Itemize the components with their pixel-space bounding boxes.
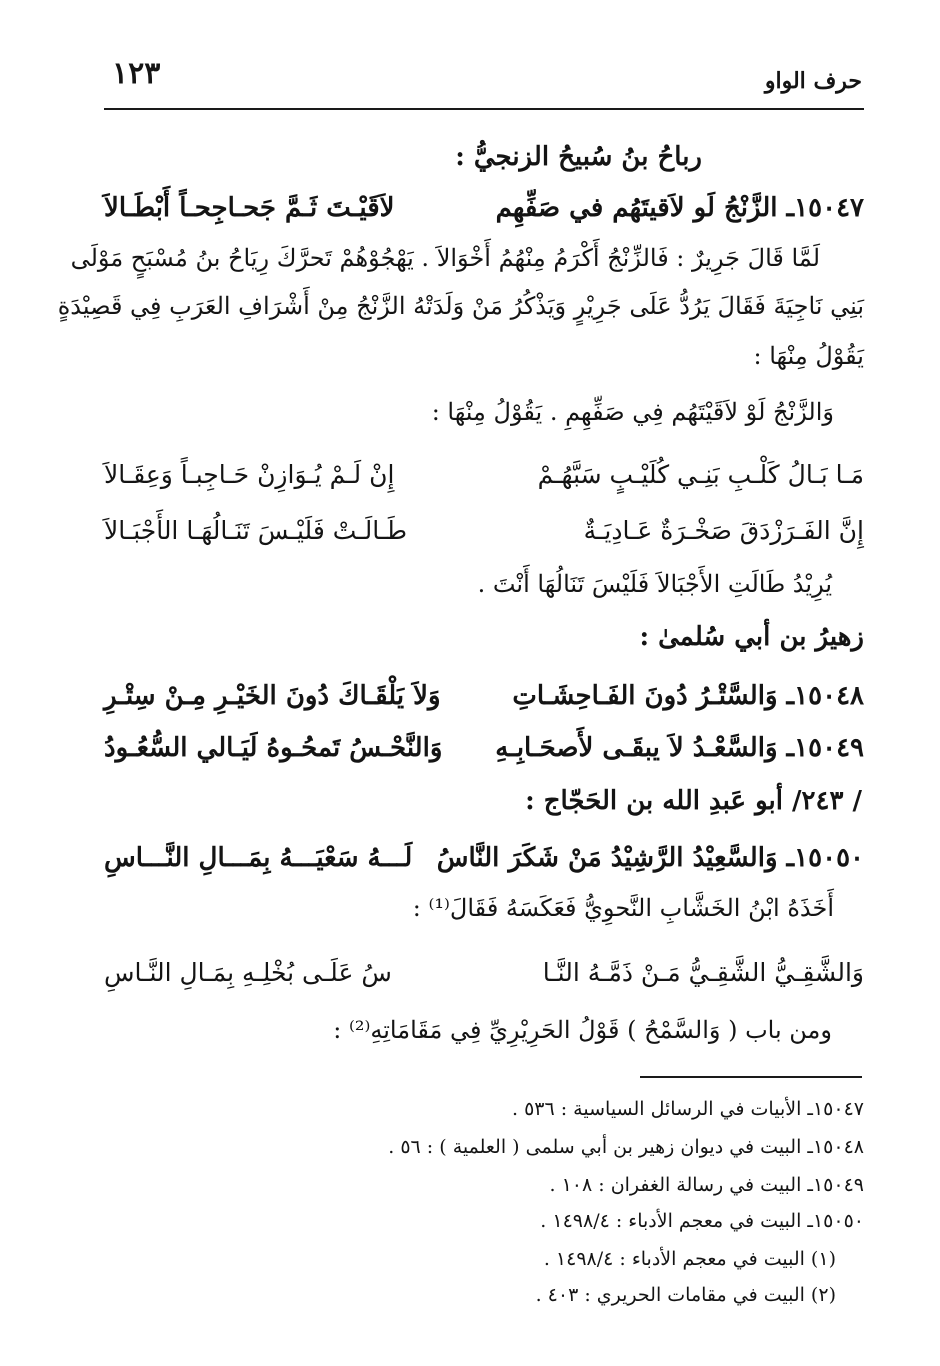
page-number: ١٢٣ bbox=[112, 56, 161, 91]
prose-line-1: لَمَّا قَالَ جَرِيرٌ : فَالزِّنْجُ أَكْرَمُ مِنْهُمُ أَخْوَالاَ . يَهْجُوْهُمْ تَحرَّكَ رِيَاحُ بنُ مُسْبَحٍ مَوْلَى bbox=[70, 244, 820, 272]
verse-15049-second-hemistich: وَالنَّحْـسُ تَمحُـوهُ لَيَـالي السُّعُـودُ bbox=[104, 733, 443, 763]
verse-a-first-hemistich: مَـا بَـالُ كَلْـبِ بَنِـي كُلَيْـبٍ سَبَّهُـمْ bbox=[537, 459, 864, 489]
running-header-title: حرف الواو bbox=[764, 68, 862, 94]
prose-explanation-line: يُرِيْدُ طَالَتِ الأَجْبَالاَ فَلَيْسَ تَنَالُهَا أَنْتَ . bbox=[477, 570, 832, 598]
prose-line-3: يَقُوْلُ مِنْهَا : bbox=[753, 342, 864, 370]
verse-15048-first-hemistich: ١٥٠٤٨ـ وَالسَّتْـرُ دُونَ الفَـاحِشَـاتِ bbox=[512, 681, 864, 711]
footnote-15048: ١٥٠٤٨ـ البيت في ديوان زهير بن أبي سلمى ( العلمية ) : ٥٦ . bbox=[388, 1136, 864, 1158]
verse-a bbox=[104, 452, 864, 496]
verse-15049 bbox=[104, 726, 864, 770]
prose-quote-line: وَالزَّنْجُ لَوْ لاَقَيْتَهُم فِي صَفِّهِمِ . يَقُوْلُ مِنْهَا : bbox=[431, 398, 834, 426]
prose-ibn-khashab: أَخَذَهُ ابْنُ الخَشَّابِ النَّحوِيُّ فَعَكَسَهُ فَقَالَ⁽¹⁾ : bbox=[412, 894, 834, 922]
footnote-2: (٢) البيت في مقامات الحريري : ٤٠٣ . bbox=[535, 1284, 836, 1306]
verse-15050 bbox=[104, 836, 864, 880]
verse-a-second-hemistich: إِنْ لَـمْ يُـوَازِنْ حَـاجِبـاً وَعِقَـالاَ bbox=[104, 459, 395, 489]
verse-15048 bbox=[104, 674, 864, 718]
section-heading-rabah: رباحُ بنُ سُبيحُ الزنجيُّ : bbox=[455, 142, 702, 172]
verse-15047 bbox=[104, 186, 864, 230]
verse-b-first-hemistich: إِنَّ الفَـرَزْدَقَ صَخْـرَةٌ عَـادِيَـةٌ bbox=[583, 515, 864, 545]
prose-hariri: ومن باب ( وَالسَّمْحُ ) قَوْلُ الحَرِيْرِيِّ فِي مَقَامَاتِهِ⁽²⁾ : bbox=[333, 1016, 832, 1044]
verse-15048-second-hemistich: وَلاَ يَلْقَـاكَ دُونَ الخَيْـرِ مِـنْ سِتْـرِ bbox=[104, 681, 441, 711]
footnote-15049: ١٥٠٤٩ـ البيت في رسالة الغفران : ١٠٨ . bbox=[549, 1174, 864, 1196]
section-heading-hajjaj: / ٢٤٣/ أبو عَبدِ الله بن الحَجّاج : bbox=[525, 786, 862, 816]
verse-15047-second-hemistich: لاَقَيْـتَ ثَـمَّ جَحـاجِحـاً أَبْطَـالاَ bbox=[104, 193, 395, 223]
footnote-15050: ١٥٠٥٠ـ البيت في معجم الأدباء : ١٤٩٨/٤ . bbox=[540, 1210, 864, 1232]
footnote-1: (١) البيت في معجم الأدباء : ١٤٩٨/٤ . bbox=[543, 1248, 836, 1270]
verse-b bbox=[104, 508, 864, 552]
verse-c bbox=[104, 950, 864, 994]
verse-15047-first-hemistich: ١٥٠٤٧ـ الزَّنْجُ لَو لاَقيتَهُم في صَفِّهِم bbox=[495, 193, 864, 223]
verse-c-second-hemistich: سُ عَلَـى بُخْلِـهِ بِمَـالِ النَّـاسِ bbox=[104, 957, 392, 987]
footnote-rule bbox=[640, 1076, 862, 1078]
footnote-15047: ١٥٠٤٧ـ الأبيات في الرسائل السياسية : ٥٣٦ . bbox=[511, 1098, 864, 1120]
verse-b-second-hemistich: طَـالَـتْ فَلَيْـسَ تَنَـالُهَـا الأَجْبَـالاَ bbox=[104, 515, 408, 545]
section-heading-zuhair: زهيرُ بن أبي سُلمىٰ : bbox=[639, 622, 864, 652]
verse-c-first-hemistich: وَالشَّقِـيُّ الشَّقِـيُّ مَـنْ ذَمَّـهُ النَّـا bbox=[542, 957, 864, 987]
prose-line-2: بَنِي نَاجِيَةَ فَقَالَ يَرُدُّ عَلَى جَرِيْرٍ وَيَذْكُرُ مَنْ وَلَدَتْهُ الزَّنْجُ مِنْ أَشْرَافِ العَرَبِ فِي قَصِيْدَةٍ bbox=[57, 292, 864, 320]
verse-15050-first-hemistich: ١٥٠٥٠ـ وَالسَّعِيْدُ الرَّشِيْدُ مَنْ شَكَرَ النَّاسُ bbox=[436, 843, 864, 873]
verse-15049-first-hemistich: ١٥٠٤٩ـ وَالسَّعْـدُ لاَ يبقَـى لأَصحَـابِـهِ bbox=[495, 733, 864, 763]
verse-15050-second-hemistich: لَـــهُ سَعْيَـــهُ بِمَـــالِ النَّـــاسِ bbox=[104, 843, 413, 873]
header-rule bbox=[104, 108, 864, 110]
